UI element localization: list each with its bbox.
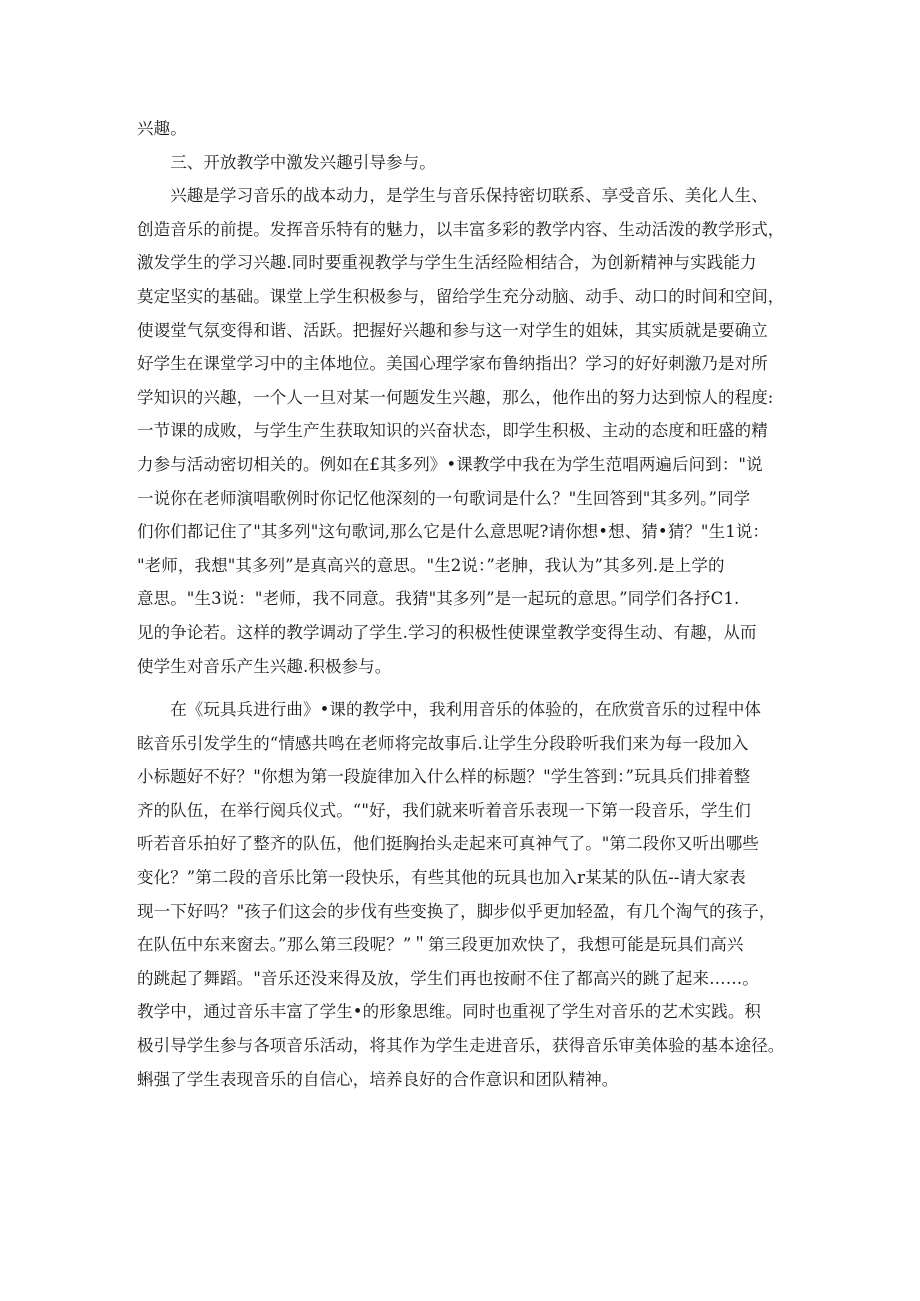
- paragraph-gap: [137, 683, 782, 693]
- text-line: 使学生对音乐产生兴趣.积极参与。: [137, 656, 392, 676]
- text-line: 在《玩具兵进行曲》•课的教学中，我利用音乐的体验的，在欣赏音乐的过程中体: [137, 700, 762, 720]
- text-line: 听若音乐拍好了整齐的队伍，他们挺胸抬头走起来可真神气了。"第二段你又听出哪些: [137, 834, 759, 854]
- text-line: 兴趣。: [137, 119, 187, 138]
- text-line: 莫定坚实的基础。课堂上学生积极参与，留给学生充分动脑、动手、动口的时间和空间，: [137, 286, 785, 306]
- text-line: 蝌强了学生表现音乐的自信心，培养良好的合作意识和团队精神。: [137, 1069, 619, 1089]
- text-line: 变化？”第二段的音乐比第一段快乐，有些其他的玩具也加入r某某的队伍--请大家表: [137, 868, 746, 888]
- text-line: 们你们都记住了"其多列"这句歌词,那么它是什么意思呢?请你想•想、猜•猜？"生1说：: [137, 522, 770, 542]
- text-line: 力参与活动密切相关的。例如在£其多列》•课教学中我在为学生范唱两遍后问到："说: [137, 454, 763, 474]
- text-line: 学知识的兴趣，一个人一旦对某一何题发生兴趣，那么，他作出的努力达到惊人的程度:: [137, 387, 774, 407]
- text-line: 现一下好吗？"孩子们这会的步伐有些变换了，脚步似乎更加轻盈，有几个淘气的孩子，: [137, 901, 776, 921]
- text-line: 在队伍中东来窗去。”那么第三段呢？”＂第三段更加欢快了，我想可能是玩具们高兴: [137, 935, 744, 955]
- text-line: 使谡堂气氛变得和谐、活跃。把握好兴趣和参与这一对学生的姐妹，其实质就是要确立: [137, 320, 768, 340]
- text-line: 见的争论若。这样的教学调动了学生.学习的积极性使课堂教学变得生动、有趣，从而: [137, 622, 757, 642]
- text-line: "老师，我想"其多列”是真高兴的意思。"生2说：”老胂，我认为”其多列.是上学的: [137, 555, 725, 575]
- text-line: 激发学生的学习兴趣.同时要重视教学与学生生活经险相结合，为创新精神与实践能力: [137, 253, 757, 273]
- text-line: 创造音乐的前提。发挥音乐特有的魅力，以丰富多彩的教学内容、生动活泼的教学形式，: [137, 219, 785, 239]
- text-line: 一说你在老师演唱歌例时你记忆他深刻的一句歌词是什么？"生回答到"其多列。”同学: [137, 488, 751, 508]
- text-line: 教学中，通过音乐丰富了学生•的形象思维。同时也重视了学生对音乐的艺术实践。积: [137, 1002, 762, 1022]
- text-line: 兴趣是学习音乐的战本动力，是学生与音乐保持密切联系、享受音乐、美化人生、: [137, 186, 768, 206]
- text-line: 极引导学生参与各项音乐活动，将其作为学生走进音乐，获得音乐审美体验的基本途径。: [137, 1036, 785, 1056]
- text-line: 一节课的成败，与学生产生获取知识的兴奋状态，即学生积极、主动的态度和旺盛的精: [137, 421, 768, 441]
- text-line: 好学生在课堂学习中的主体地位。美国心理学家布鲁纳指出？学习的好好刺激乃是对所: [137, 354, 768, 374]
- document-body: [137, 112, 785, 1096]
- section-heading: 三、开放教学中激发兴趣引导参与。: [137, 152, 436, 172]
- text-line: 齐的队伍，在举行阅兵仪式。“"好，我们就来听着音乐表现一下第一段音乐，学生们: [137, 800, 751, 820]
- text-line: 的跳起了舞蹈。"音乐还没来得及放，学生们再也按耐不住了都高兴的跳了起来……。: [137, 968, 759, 988]
- text-line: 眩音乐引发学生的“情感共鸣在老师将完故事后.让学生分段聆听我们来为每一段加入: [137, 733, 749, 753]
- text-line: 小标题好不好？"你想为第一段旋律加入什么样的标题？"学生答到：”玩具兵们排着整: [137, 767, 751, 787]
- text-line: 意思。"生3说："老师，我不同意。我猜"其多列”是一起玩的意思。”同学们各抒C1.: [137, 589, 740, 609]
